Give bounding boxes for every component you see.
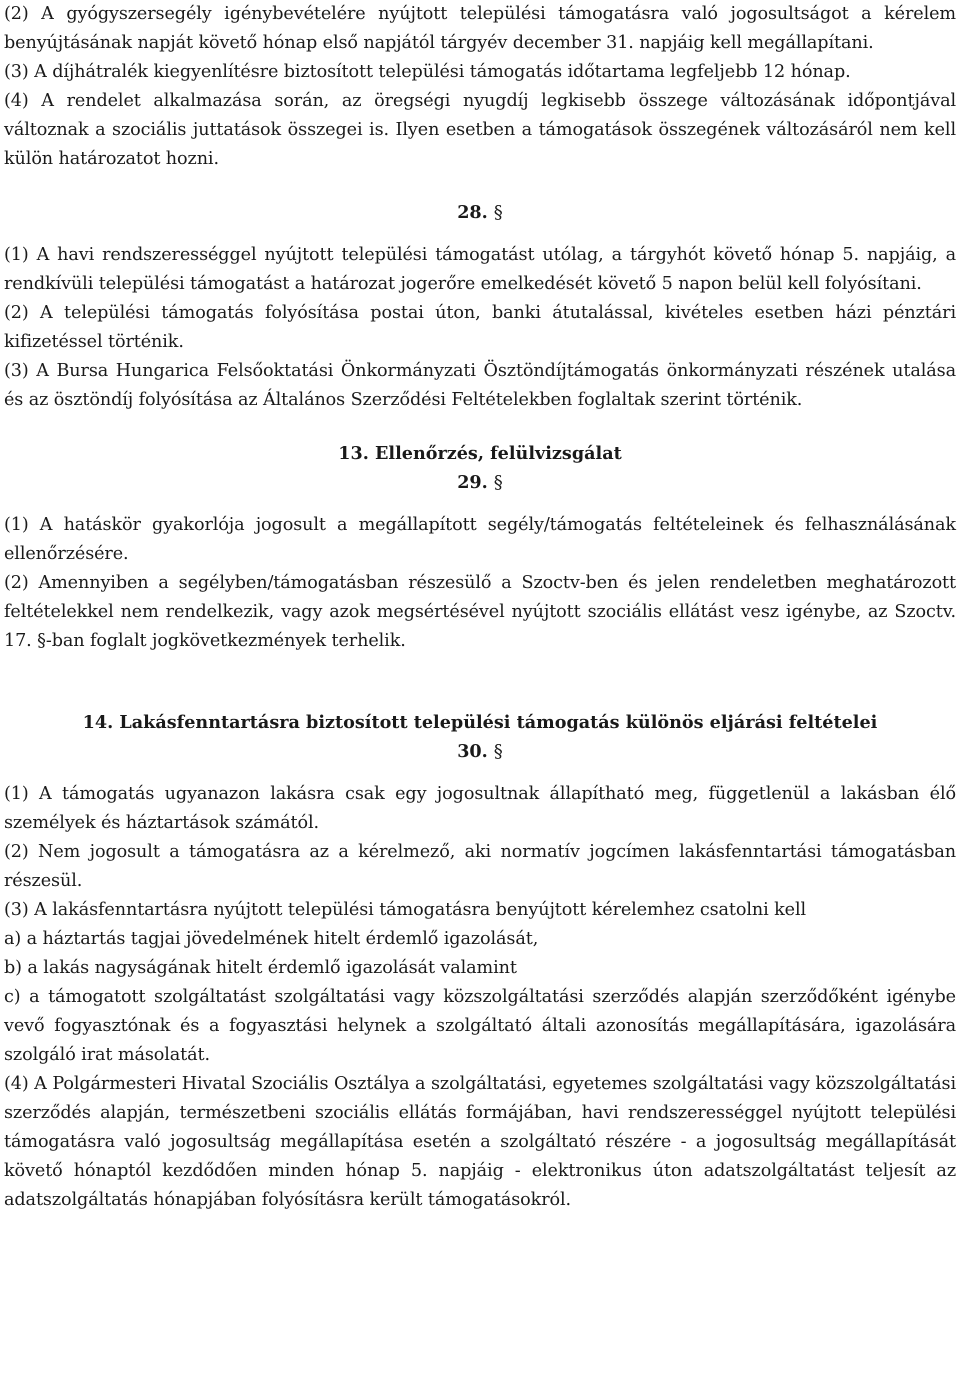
section-number-28: 28. § (4, 198, 956, 227)
section-sign-icon: § (493, 202, 503, 223)
chapter-heading-14: 14. Lakásfenntartásra biztosított települési támogatás különös eljárási feltételei (82, 712, 878, 733)
paragraph: (1) A hatáskör gyakorlója jogosult a megállapított segély/támogatás feltételeinek és felhasználásának ellenőrzésére. (4, 515, 956, 564)
paragraph: (2) A gyógyszersegély igénybevételére nyújtott települési támogatásra való jogosultságot a kérelem benyújtásának napját követő hónap első napjától tárgyév december 31. napjáig kell megállapítani. (4, 4, 956, 53)
paragraph: (3) A lakásfenntartásra nyújtott települési támogatásra benyújtott kérelemhez csatolni kell (4, 900, 807, 920)
section-sign-icon: § (493, 472, 503, 493)
paragraph: (2) Nem jogosult a támogatásra az a kérelmező, aki normatív jogcímen lakásfenntartási támogatásban részesül. (4, 842, 956, 891)
paragraph: (1) A támogatás ugyanazon lakásra csak egy jogosultnak állapítható meg, függetlenül a lakásban élő személyek és háztartások számától. (4, 784, 956, 833)
list-item: c) a támogatott szolgáltatást szolgáltatási vagy közszolgáltatási szerződés alapján szerződőként igénybe vevő fogyasztónak és a fogyasztási helynek a szolgáltató általi azonosítás megállapítására, igazolására szolgáló irat másolatát. (4, 987, 956, 1065)
paragraph: (4) A rendelet alkalmazása során, az öregségi nyugdíj legkisebb összege változásának időpontjával változnak a szociális juttatások összegei is. Ilyen esetben a támogatások összegének változásáról nem kell külön határozatot hozni. (4, 91, 956, 169)
section-sign-icon: § (493, 741, 503, 762)
chapter-heading-13: 13. Ellenőrzés, felülvizsgálat (338, 443, 622, 464)
list-item: b) a lakás nagyságának hitelt érdemlő igazolását valamint (4, 958, 517, 978)
paragraph: (4) A Polgármesteri Hivatal Szociális Osztálya a szolgáltatási, egyetemes szolgáltatási vagy közszolgáltatási szerződés alapján, természetbeni szociális ellátás formájában, havi rendszerességgel nyújtott települési támogatásra való jogosultság megállapítása esetén a szolgáltató részére - a jogosultság megállapítását követő hónaptól kezdődően minden hónap 5. napjáig - elektronikus úton adatszolgáltatást teljesít az adatszolgáltatás hónapjában folyósításra került támogatásokról. (4, 1074, 956, 1210)
document-page (4, 0, 956, 1215)
paragraph: (3) A Bursa Hungarica Felsőoktatási Önkormányzati Ösztöndíjtámogatás önkormányzati részének utalása és az ösztöndíj folyósítása az Általános Szerződési Feltételekben foglaltak szerint történik. (4, 361, 956, 410)
paragraph: (3) A díjhátralék kiegyenlítésre biztosított települési támogatás időtartama legfeljebb 12 hónap. (4, 62, 851, 82)
paragraph: (2) A települési támogatás folyósítása postai úton, banki átutalással, kivételes esetben házi pénztári kifizetéssel történik. (4, 303, 956, 352)
paragraph: (2) Amennyiben a segélyben/támogatásban részesülő a Szoctv-ben és jelen rendeletben meghatározott feltételekkel nem rendelkezik, vagy azok megsértésével nyújtott szociális ellátást vesz igénybe, az Szoctv. 17. §-ban foglalt jogkövetkezmények terhelik. (4, 573, 956, 651)
section-number-30: 30. § (4, 737, 956, 766)
paragraph: (1) A havi rendszerességgel nyújtott települési támogatást utólag, a tárgyhót követő hónap 5. napjáig, a rendkívüli települési támogatást a határozat jogerőre emelkedését követő 5 napon belül kell folyósítani. (4, 245, 956, 294)
section-number-29: 29. § (4, 468, 956, 497)
list-item: a) a háztartás tagjai jövedelmének hitelt érdemlő igazolását, (4, 929, 539, 949)
